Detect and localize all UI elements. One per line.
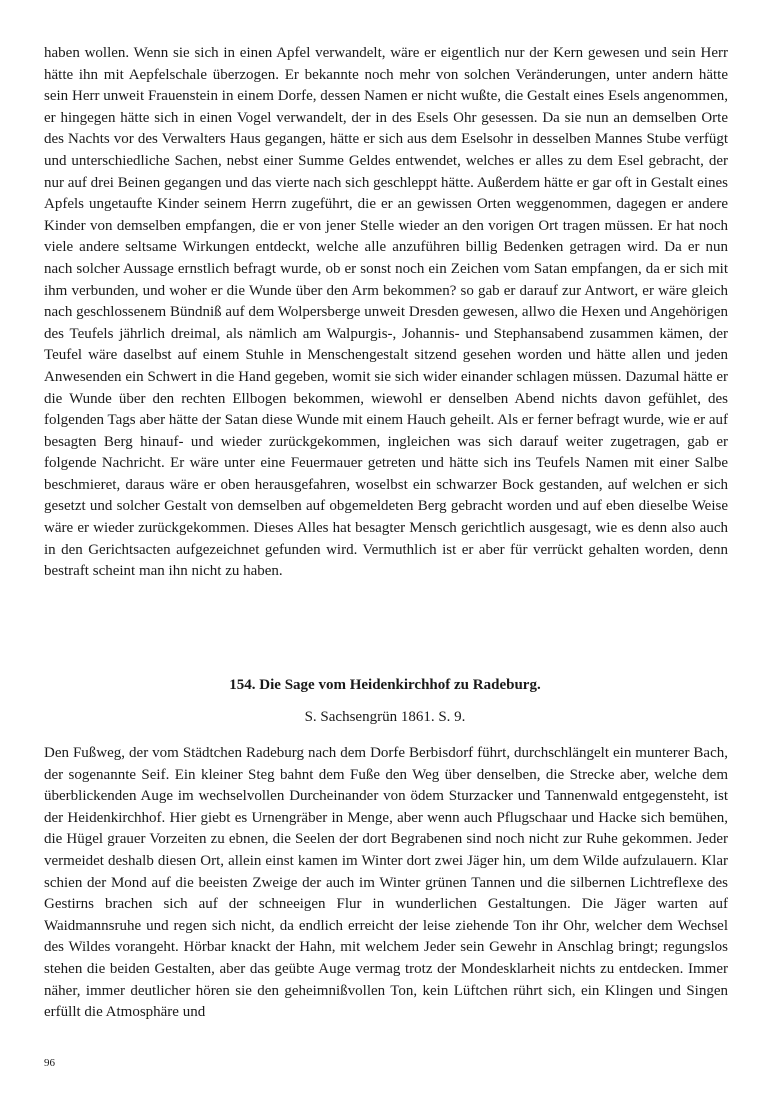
page-number: 96 [44,1057,55,1069]
body-paragraph: Den Fußweg, der vom Städtchen Radeburg nach dem Dorfe Berbisdorf führt, durchschlängelt ein munterer Bach, der sogenannte Seif. Ein kleiner Steg bahnt dem Fuße den Weg über denselben, die Strecke aber, welche dem überblickenden Auge im wechselvollen Durcheinander von ödem Sturzacker und Tannenwald entgegensteht, ist der Heidenkirchhof. Hier giebt es Urnengräber in Menge, aber wenn auch Pflugschaar und Hacke sich bemühen, die Hügel grauer Vorzeiten zu ebnen, die Seelen der dort Begrabenen sind noch nicht zur Ruhe gekommen. Jeder vermeidet deshalb diesen Ort, allein einst kamen im Winter dort zwei Jäger hin, um dem Wilde aufzulauern. Klar schien der Mond auf die beeisten Zweige der auch im Winter grünen Tannen und die silbernen Lichtreflexe des Gestirns brachen sich auf der schneeigen Flur in wunderlichen Gestaltungen. Die Jäger warten auf Waidmannsruhe und regen sich nicht, da endlich erreicht der leise ziehende Ton ihr Ohr, welcher dem Wechsel des Wildes vorangeht. Hörbar knackt der Hahn, mit welchem Jeder sein Gewehr in Anschlag bringt; regungslos stehen die beiden Gestalten, aber das geübte Auge vermag trotz der Mondesklarheit nichts zu entdecken. Immer näher, immer deutlicher hören sie den geheimnißvollen Ton, kein Lüftchen rührt sich, ein Klingen und Singen erfüllt die Atmosphäre und [44,745,728,1021]
section-heading: 154. Die Sage vom Heidenkirchhof zu Radeburg. [229,677,541,693]
body-paragraph-continued: haben wollen. Wenn sie sich in einen Apfel verwandelt, wäre er eigentlich nur der Kern gewesen und sein Herr hätte ihn mit Aepfelschale überzogen. Er bekannte noch mehr von solchen Veränderungen, unter andern hätte sein Herr unweit Frauenstein in einem Dorfe, dessen Namen er nicht wußte, die Gestalt eines Esels angenommen, er hingegen hätte sich in einen Vogel verwandelt, der in des Esels Ohr gesessen. Da sie nun an demselben Orte des Nachts vor des Verwalters Haus gegangen, hätte er sich aus dem Eselsohr in desselben Mannes Stube verfügt und unterschiedliche Sachen, nebst einer Summe Geldes entwendet, welches er alles zu dem Esel gebracht, der nur auf drei Beinen gegangen und das vierte nach sich geschleppt hätte. Außerdem hätte er gar oft in Gestalt eines Apfels ungetaufte Kinder seinem Herrn zugeführt, die er an gewissen Orten weggenommen, dagegen er andere Kinder von demselben empfangen, die er von jener Stelle wieder an den vorigen Ort tragen müssen. Er hat noch viele andere seltsame Wirkungen entdeckt, welche alle anzuführen billig Bedenken getragen wird. Da er nun nach solcher Aussage ernstlich befragt wurde, ob er sonst noch ein Zeichen vom Satan empfangen, da er sich mit ihm verbunden, und woher er die Wunde über den Arm bekommen? so gab er darauf zur Antwort, er wäre gleich nach geschlossenem Bündniß auf dem Wolpersberge unweit Dresden gewesen, allwo die Hexen und Angehörigen des Teufels jährlich dreimal, als nämlich am Walpurgis-, Johannis- und Stephansabend zusammen kämen, der Teufel wäre daselbst auf einem Stuhle in Menschengestalt sitzend gesehen worden und hätte allen und jeden Anwesenden ein Schwert in die Hand gegeben, womit sie sich wider einander schlagen müssen. Dazumal hätte er die Wunde über den rechten Ellbogen bekommen, wiewohl er denselben Abend nichts davon gefühlet, des folgenden Tags aber hätte der Satan diese Wunde mit einem Hauch geheilt. Als er ferner befragt wurde, wie er auf besagten Berg hinauf- und wieder zurückgekommen, ingleichen was sich darauf weiter zugetragen, gab er folgende Nachricht. Er wäre unter eine Feuermauer getreten und hätte sich ins Teufels Namen mit einer Salbe beschmieret, daraus wäre er oben herausgefahren, woselbst ein schwarzer Bock gestanden, auf welchen er sich gesetzt und solcher Gestalt von demselben auf obgemeldeten Berg gebracht worden und auf eben dieselbe Weise wäre er wieder zurückgekommen. Dieses Alles hat besagter Mensch gerichtlich ausgesagt, wie es denn also auch in den Gerichtsacten aufgezeichnet gefunden wird. Vermuthlich ist er aber für verrückt gehalten worden, denn bestraft scheint man ihn nicht zu haben. [44,45,728,580]
source-citation: S. Sachsengrün 1861. S. 9. [304,709,466,725]
